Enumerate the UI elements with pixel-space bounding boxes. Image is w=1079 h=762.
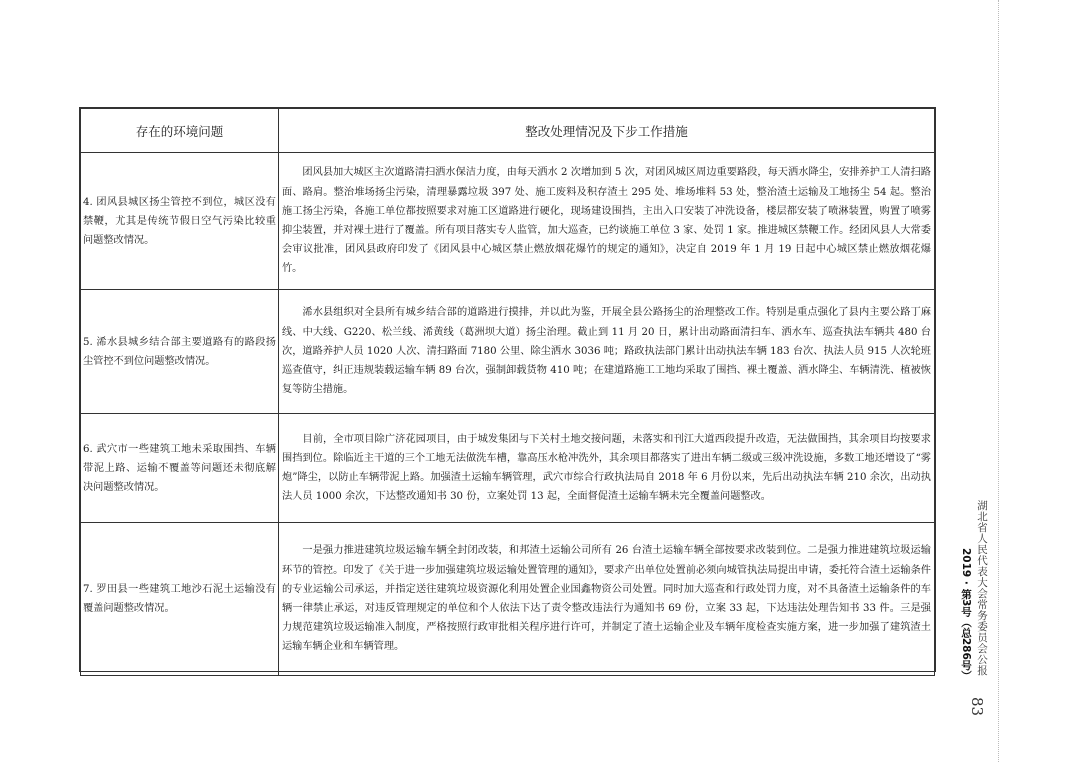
table (80, 108, 935, 676)
page-number: 83 (968, 697, 986, 717)
header-measure: 整改处理情况及下步工作措施 (279, 109, 935, 153)
header-issue: 存在的环境问题 (81, 109, 279, 153)
journal-title: 湖北省人民代表大会常务委员会公报 (976, 500, 988, 676)
table-row (81, 414, 935, 523)
table-row (81, 523, 935, 676)
journal-issue: 2019 · 第3号（总286号） (960, 548, 972, 681)
measure-cell (279, 414, 935, 523)
issue-cell: 7. 罗田县一些建筑工地沙石泥土运输没有覆盖问题整改情况。 (81, 523, 279, 676)
measure-text: 团风县加大城区主次道路清扫洒水保洁力度，由每天洒水 2 次增加到 5 次，对团风城区周边重要路段，每天洒水降尘，安排养护工人清扫路面、路肩。整治堆场扬尘污染，清理暴露垃圾 397 处、施工废料及积存渣土 295 处、堆场堆料 53 处，整治渣土运输及工地扬尘 54 起。整治施工扬尘污染，各施工单位都按照要求对施工区道路进行硬化，现场建设围挡，主出入口安装了冲洗设备，楼层都安装了喷淋装置，购置了喷雾抑尘装置，并对裸土进行了覆盖。所有项目落实专人监管，加大巡查，已约谈施工单位 3 家、处罚 1 家。推进城区禁鞭工作。经团风县人大常委会审议批准，团风县政府印发了《团风县中心城区禁止燃放烟花爆竹的规定的通知》，决定自 2019 年 1 月 19 日起中心城区禁止燃放烟花爆竹。 (282, 167, 931, 275)
table-header-row (81, 109, 935, 153)
journal-sidebar (944, 500, 994, 730)
issue-cell: 4. 团风县城区扬尘管控不到位，城区没有禁鞭，尤其是传统节假日空气污染比较重问题整改情况。 (81, 153, 279, 290)
measure-cell (279, 153, 935, 290)
issue-cell: 5. 浠水县城乡结合部主要道路有的路段扬尘管控不到位问题整改情况。 (81, 290, 279, 414)
measure-text: 目前，全市项目除广济花园项目，由于城发集团与下关村土地交接问题，未落实和刊江大道西段提升改造，无法做围挡，其余项目均按要求围挡到位。除临近主干道的三个工地无法做洗车槽，靠高压水枪冲洗外，其余项目都落实了进出车辆二级或三级冲洗设施，多数工地还增设了“雾炮”降尘，以防止车辆带泥上路。加强渣土运输车辆管理，武穴市综合行政执法局自 2018 年 6 月份以来，先后出动执法车辆 210 余次，出动执法人员 1000 余次，下达整改通知书 30 份，立案处罚 13 起，全面督促渣土运输车辆未完全覆盖问题整改。 (282, 433, 931, 503)
issue-cell: 6. 武穴市一些建筑工地未采取围挡、车辆带泥上路、运输不覆盖等问题还未彻底解决问题整改情况。 (81, 414, 279, 523)
measures-table (79, 107, 936, 672)
table-row (81, 153, 935, 290)
page-edge-divider (998, 0, 999, 762)
measure-cell (279, 290, 935, 414)
measure-cell (279, 523, 935, 676)
measure-text: 一是强力推进建筑垃圾运输车辆全封闭改装，和邦渣土运输公司所有 26 台渣土运输车辆全部按要求改装到位。二是强力推进建筑垃圾运输环节的管控。印发了《关于进一步加强建筑垃圾运输处置管理的通知》，要求产出单位处置前必须向城管执法局提出申请，委托符合渣土运输条件的专业运输公司承运，并指定送往建筑垃圾资源化利用处置企业国鑫物资公司处置。同时加大巡查和行政处罚力度，对不具备渣土运输条件的车辆一律禁止承运，对违反管理规定的单位和个人依法下达了责令整改违法行为通知书 69 份，立案 33 起，下达违法处理告知书 33 件。三是强力规范建筑垃圾运输准入制度，严格按照行政审批相关程序进行许可，并制定了渣土运输企业及车辆年度检查实施方案，进一步加强了建筑渣土运输车辆企业和车辆管理。 (282, 545, 931, 653)
table-row (81, 290, 935, 414)
measure-text: 浠水县组织对全县所有城乡结合部的道路进行摸排，并以此为鉴，开展全县公路扬尘的治理整改工作。特别是重点强化了县内主要公路丁麻线、中大线、G220、松兰线、浠黄线（葛洲坝大道）扬尘治理。截止到 11 月 20 日，累计出动路面清扫车、洒水车、巡查执法车辆共 480 台次，道路养护人员 1020 人次、清扫路面 7180 公里、除尘洒水 3036 吨；路政执法部门累计出动执法车辆 183 台次、执法人员 915 人次轮班巡查值守，纠正违规装载运输车辆 89 台次，强制卸载货物 410 吨；在建道路施工工地均采取了围挡、裸土覆盖、洒水降尘、车辆清洗、植被恢复等防尘措施。 (282, 307, 931, 396)
